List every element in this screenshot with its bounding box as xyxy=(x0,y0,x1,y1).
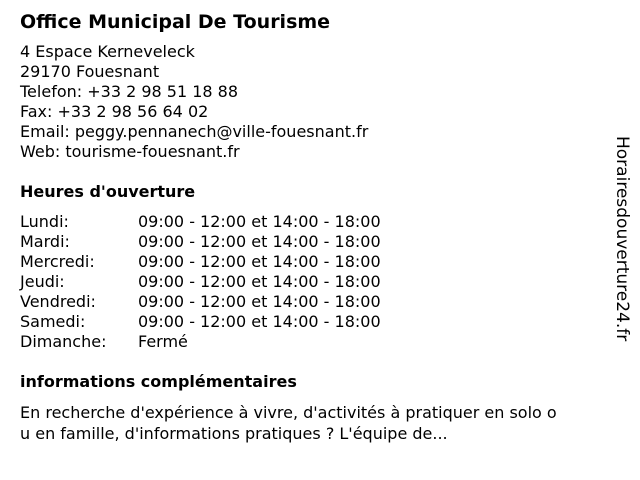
office-card xyxy=(20,10,605,444)
hours-row-tuesday xyxy=(20,232,605,252)
time-value: 09:00 - 12:00 et 14:00 - 18:00 xyxy=(138,272,381,291)
day-label: Vendredi: xyxy=(20,292,96,311)
time-value: 09:00 - 12:00 et 14:00 - 18:00 xyxy=(138,312,381,331)
time-value: Fermé xyxy=(138,332,188,351)
hours-row-saturday xyxy=(20,312,605,332)
contact-block xyxy=(20,42,605,162)
hours-heading: Heures d'ouverture xyxy=(20,182,196,201)
address-line-2: 29170 Fouesnant xyxy=(20,62,160,81)
address-line-1: 4 Espace Kerneveleck xyxy=(20,42,195,61)
hours-row-sunday xyxy=(20,332,605,352)
time-value: 09:00 - 12:00 et 14:00 - 18:00 xyxy=(138,292,381,311)
hours-row-wednesday xyxy=(20,252,605,272)
office-name: Office Municipal De Tourisme xyxy=(20,11,331,33)
fax-number: Fax: +33 2 98 56 64 02 xyxy=(20,102,209,121)
info-heading: informations complémentaires xyxy=(20,372,297,391)
day-label: Mardi: xyxy=(20,232,70,251)
time-value: 09:00 - 12:00 et 14:00 - 18:00 xyxy=(138,252,381,271)
brand-watermark: Horairesdouverture24.fr xyxy=(612,136,632,342)
day-label: Dimanche: xyxy=(20,332,107,351)
hours-table xyxy=(20,212,605,352)
day-label: Jeudi: xyxy=(20,272,65,291)
hours-row-thursday xyxy=(20,272,605,292)
website: Web: tourisme-fouesnant.fr xyxy=(20,142,240,161)
time-value: 09:00 - 12:00 et 14:00 - 18:00 xyxy=(138,232,381,251)
day-label: Lundi: xyxy=(20,212,69,231)
time-value: 09:00 - 12:00 et 14:00 - 18:00 xyxy=(138,212,381,231)
day-label: Samedi: xyxy=(20,312,86,331)
email-address: Email: peggy.pennanech@ville-fouesnant.fr xyxy=(20,122,369,141)
hours-row-friday xyxy=(20,292,605,312)
hours-row-monday xyxy=(20,212,605,232)
info-description: En recherche d'expérience à vivre, d'activités à pratiquer en solo ou en famille, d'informations pratiques ? L'équipe de... xyxy=(20,403,557,443)
day-label: Mercredi: xyxy=(20,252,95,271)
phone-number: Telefon: +33 2 98 51 18 88 xyxy=(20,82,239,101)
